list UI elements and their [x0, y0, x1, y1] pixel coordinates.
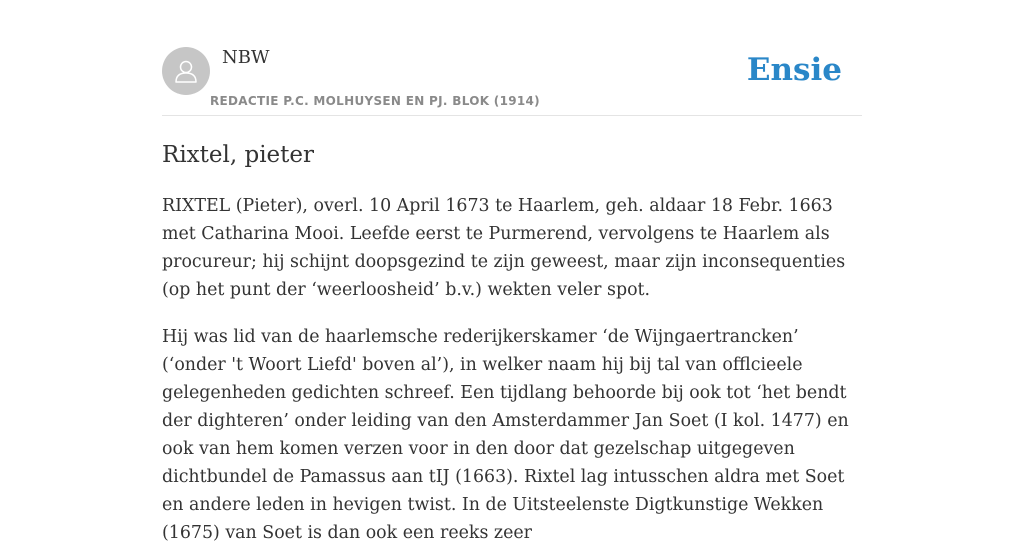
content-container: [162, 0, 862, 543]
article-paragraph-2: Hij was lid van de haarlemsche rederijkerskamer ‘de Wijngaertrancken’ (‘onder 't Woort Liefd' boven al’), in welker naam hij bij tal van offlcieele gelegenheden gedichten schreef. Een tijdlang behoorde bij ook tot ‘het bendt der dighteren’ onder leiding van den Amsterdammer Jan Soet (I kol. 1477) en ook van hem komen verzen voor in den door dat gezelschap uitgegeven dichtbundel de Pamassus aan tIJ (1663). Rixtel lag intusschen aldra met Soet en andere leden in hevigen twist. In de Uitsteelenste Digtkunstige Wekken (1675) van Soet is dan ook een reeks zeer: [162, 327, 849, 543]
user-icon: [171, 56, 201, 86]
source-subtitle: REDACTIE P.C. MOLHUYSEN EN PJ. BLOK (1914): [210, 94, 540, 108]
ensie-logo-link[interactable]: Ensie: [746, 52, 842, 88]
source-header: [162, 0, 862, 116]
article-title: Rixtel, pieter: [162, 142, 315, 168]
article-paragraph-1: RIXTEL (Pieter), overl. 10 April 1673 te Haarlem, geh. aldaar 18 Febr. 1663 met Catharina Mooi. Leefde eerst te Purmerend, vervolgens te Haarlem als procureur; hij schijnt doopsgezind te zijn geweest, maar zijn inconsequenties (op het punt der ‘weerloosheid’ b.v.) wekten veler spot.: [162, 196, 846, 300]
source-avatar[interactable]: [162, 47, 210, 95]
source-name-link[interactable]: NBW: [222, 47, 270, 68]
